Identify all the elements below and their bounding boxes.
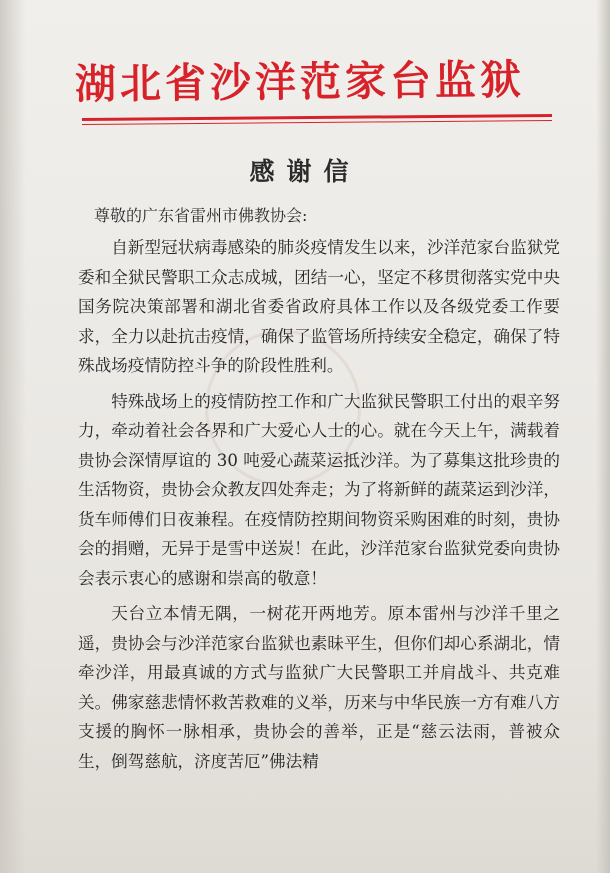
body-paragraph-2: 特殊战场上的疫情防控工作和广大监狱民警职工付出的艰辛努力，牵动着社会各界和广大爱心人士的心。就在今天上午，满载着贵协会深情厚谊的 30 吨爱心蔬菜运抵沙洋。为了募集这批珍贵的生活物资，贵协会众教友四处奔走；为了将新鲜的蔬菜运到沙洋，货车师傅们日夜兼程。在疫情防控期间物资采购困难的时刻，贵协会的捐赠，无异于是雪中送炭！在此，沙洋范家台监狱党委向贵协会表示衷心的感谢和崇高的敬意！ xyxy=(78,391,560,588)
body-paragraph-3: 天台立本情无隅，一树花开两地芳。原本雷州与沙洋千里之遥，贵协会与沙洋范家台监狱也素昧平生，但你们却心系湖北，情牵沙洋，用最真诚的方式与监狱广大民警职工并肩战斗、共克难关。佛家慈悲情怀救苦救难的义举，历来与中华民族一方有难八方支援的胸怀一脉相承，贵协会的善举，正是“慈云法雨，普被众生，倒驾慈航，济度苦厄”佛法精 xyxy=(78,604,560,771)
body-paragraph-1: 自新型冠状病毒感染的肺炎疫情发生以来，沙洋范家台监狱党委和全狱民警职工众志成城，团结一心，坚定不移贯彻落实党中央国务院决策部署和湖北省委省政府具体工作以及各级党委工作要求，全力以赴抗击疫情，确保了监管场所持续安全稳定，确保了特殊战场疫情防控斗争的阶段性胜利。 xyxy=(78,238,560,375)
letter-body xyxy=(78,233,560,782)
letter-salutation: 尊敬的广东省雷州市佛教协会: xyxy=(94,206,308,225)
letterhead-rule-thin xyxy=(82,120,552,125)
letter-title: 感谢信 xyxy=(249,157,361,186)
letterhead-org-name: 湖北省沙洋范家台监狱 xyxy=(74,55,526,109)
page-edge-shadow-left xyxy=(0,0,26,873)
page-edge-shadow-right xyxy=(596,0,610,873)
